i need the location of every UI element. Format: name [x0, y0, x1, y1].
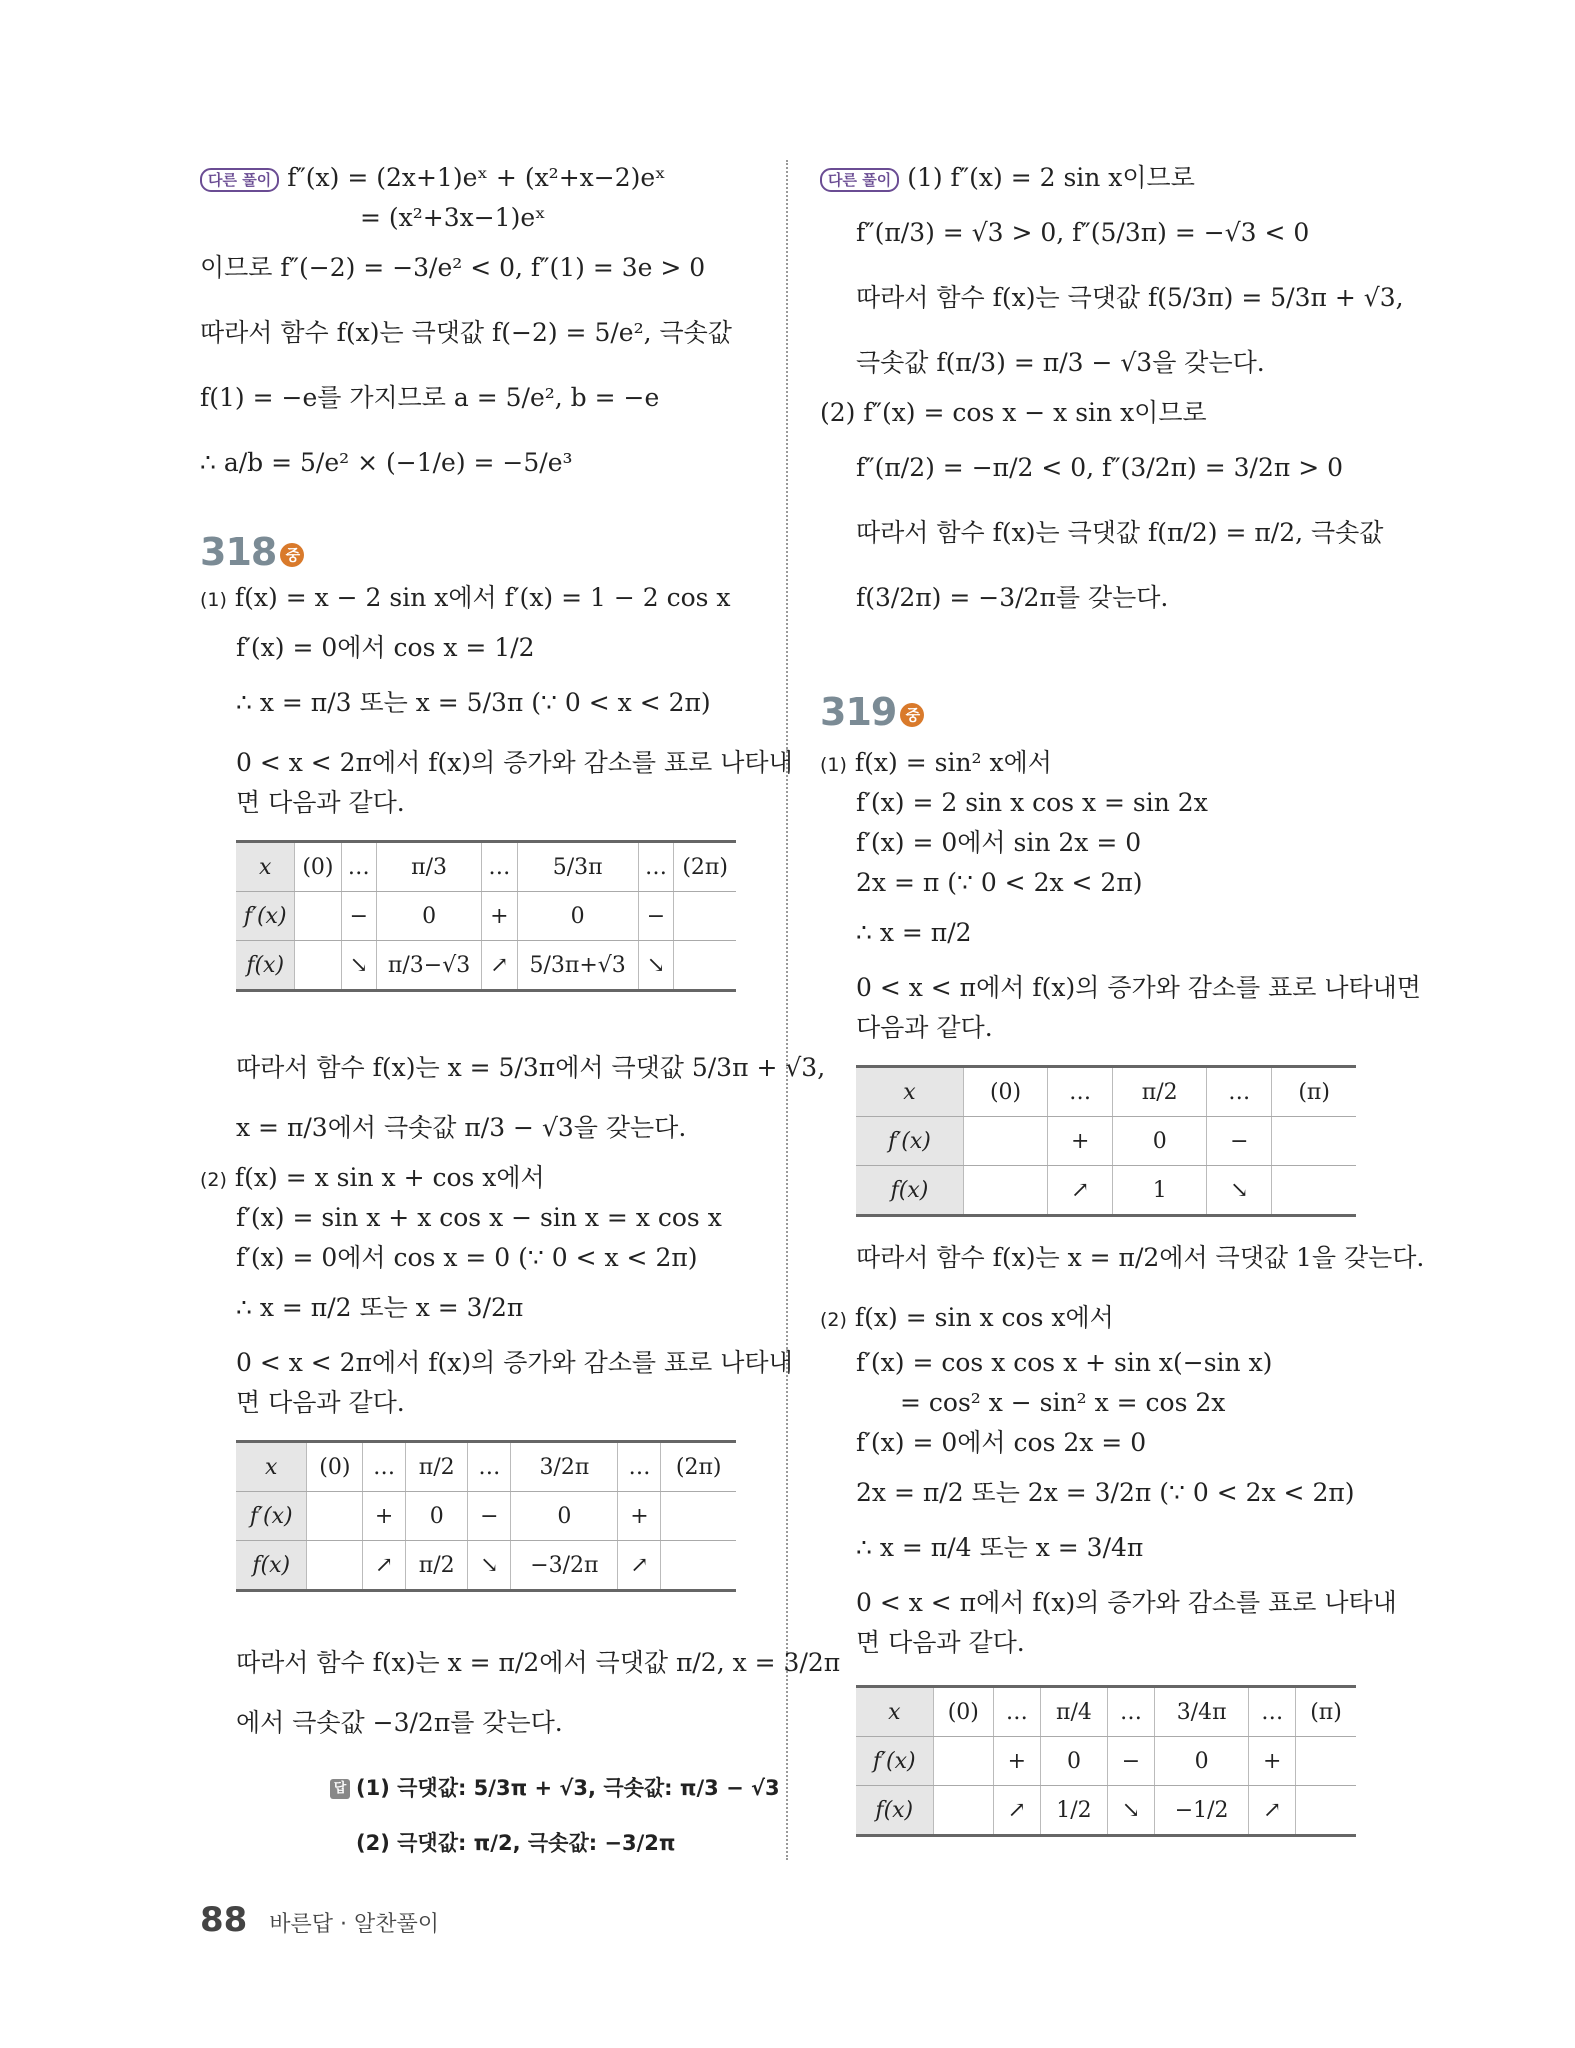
page-footer: [200, 1900, 439, 1940]
part-line: ∴ x = π/2 또는 x = 3/2π: [236, 1293, 524, 1322]
part-line: 면 다음과 같다.: [856, 1628, 1025, 1657]
part-line: 다음과 같다.: [856, 1013, 993, 1042]
part-line: 0 < x < 2π에서 f(x)의 증가와 감소를 표로 나타내: [236, 748, 793, 777]
alt-solution-line: f(1) = −e를 가지므로 a = 5/e², b = −e: [200, 383, 660, 412]
variation-table: x (0) … π/2 … 3/2π … (2π) f′(x) + 0 − 0 + f(x) ↗ π/2 ↘ −3/2π ↗: [236, 1440, 736, 1592]
part-line: f′(x) = 2 sin x cos x = sin 2x: [856, 788, 1208, 817]
alt-solution-line: ∴ a/b = 5/e² × (−1/e) = −5/e³: [200, 448, 573, 477]
alt-solution-line: f″(π/2) = −π/2 < 0, f″(3/2π) = 3/2π > 0: [856, 453, 1344, 482]
part-line: f′(x) = 0에서 cos x = 0 (∵ 0 < x < 2π): [236, 1243, 698, 1272]
conclusion-line: 따라서 함수 f(x)는 x = π/2에서 극댓값 π/2, x = 3/2π: [236, 1648, 841, 1677]
alt-solution-line-1: 다른 풀이 f″(x) = (2x+1)eˣ + (x²+x−2)eˣ: [200, 160, 666, 196]
conclusion-line: x = π/3에서 극솟값 π/3 − √3을 갖는다.: [236, 1113, 687, 1142]
part-line: f′(x) = 0에서 sin 2x = 0: [856, 828, 1142, 857]
book-label: 바른답 · 알찬풀이: [269, 1912, 440, 1937]
conclusion-line: 따라서 함수 f(x)는 x = 5/3π에서 극댓값 5/3π + √3,: [236, 1053, 826, 1082]
variation-table: x (0) … π/4 … 3/4π … (π) f′(x) + 0 − 0 + f(x) ↗ 1/2 ↘ −1/2 ↗: [856, 1685, 1356, 1837]
difficulty-badge: 중: [900, 703, 924, 727]
difficulty-badge: 중: [280, 543, 304, 567]
part-line: (1) f(x) = sin² x에서: [820, 748, 1052, 777]
part-line: f′(x) = 0에서 cos x = 1/2: [236, 633, 535, 662]
part-line: 0 < x < π에서 f(x)의 증가와 감소를 표로 나타내면: [856, 973, 1421, 1002]
variation-table: x (0) … π/3 … 5/3π … (2π) f′(x) − 0 + 0 − f(x) ↘ π/3−√3 ↗ 5/3π+√3 ↘: [236, 840, 736, 992]
part-line: (2) f(x) = sin x cos x에서: [820, 1303, 1114, 1332]
problem-number-318: 318 중: [200, 530, 304, 574]
part-line: 면 다음과 같다.: [236, 788, 405, 817]
alt-solution-line: (2) f″(x) = cos x − x sin x이므로: [820, 398, 1207, 427]
column-divider: [786, 160, 788, 1860]
alt-solution-line: = (x²+3x−1)eˣ: [360, 203, 546, 232]
alt-solution-badge: 다른 풀이: [820, 168, 899, 192]
part-line: f′(x) = cos x cos x + sin x(−sin x): [856, 1348, 1273, 1377]
alt-solution-line: 따라서 함수 f(x)는 극댓값 f(−2) = 5/e², 극솟값: [200, 318, 732, 347]
part-line: (1) f(x) = x − 2 sin x에서 f′(x) = 1 − 2 cos x: [200, 583, 731, 612]
part-line: f′(x) = 0에서 cos 2x = 0: [856, 1428, 1147, 1457]
variation-table: x (0) … π/2 … (π) f′(x) + 0 − f(x) ↗ 1 ↘: [856, 1065, 1356, 1217]
answer-line: 답 (1) 극댓값: 5/3π + √3, 극솟값: π/3 − √3: [330, 1770, 780, 1806]
problem-number-319: 319 중: [820, 690, 924, 734]
page-number: 88: [200, 1900, 248, 1940]
alt-solution-line: f″(π/3) = √3 > 0, f″(5/3π) = −√3 < 0: [856, 218, 1310, 247]
part-line: 2x = π/2 또는 2x = 3/2π (∵ 0 < 2x < 2π): [856, 1478, 1355, 1507]
answer-line: (2) 극댓값: π/2, 극솟값: −3/2π: [356, 1831, 676, 1855]
alt-solution-line: 이므로 f″(−2) = −3/e² < 0, f″(1) = 3e > 0: [200, 253, 706, 282]
part-line: ∴ x = π/2: [856, 918, 972, 947]
part-line: f′(x) = sin x + x cos x − sin x = x cos x: [236, 1203, 722, 1232]
part-line: 0 < x < π에서 f(x)의 증가와 감소를 표로 나타내: [856, 1588, 1397, 1617]
part-line: 2x = π (∵ 0 < 2x < 2π): [856, 868, 1143, 897]
alt-solution-line: 따라서 함수 f(x)는 극댓값 f(5/3π) = 5/3π + √3,: [856, 283, 1404, 312]
part-line: (2) f(x) = x sin x + cos x에서: [200, 1163, 545, 1192]
alt-solution-line: 극솟값 f(π/3) = π/3 − √3을 갖는다.: [856, 348, 1265, 377]
alt-solution-line: f(3/2π) = −3/2π를 갖는다.: [856, 583, 1169, 612]
answer-icon: 답: [330, 1779, 350, 1799]
part-line: = cos² x − sin² x = cos 2x: [900, 1388, 1226, 1417]
conclusion-line: 에서 극솟값 −3/2π를 갖는다.: [236, 1708, 563, 1737]
conclusion-line: 따라서 함수 f(x)는 x = π/2에서 극댓값 1을 갖는다.: [856, 1243, 1425, 1272]
part-line: 면 다음과 같다.: [236, 1388, 405, 1417]
alt-solution-badge: 다른 풀이: [200, 168, 279, 192]
part-line: ∴ x = π/4 또는 x = 3/4π: [856, 1533, 1144, 1562]
alt-solution-line: 따라서 함수 f(x)는 극댓값 f(π/2) = π/2, 극솟값: [856, 518, 1384, 547]
alt-solution-line-1: 다른 풀이 (1) f″(x) = 2 sin x이므로: [820, 160, 1195, 196]
part-line: 0 < x < 2π에서 f(x)의 증가와 감소를 표로 나타내: [236, 1348, 793, 1377]
part-line: ∴ x = π/3 또는 x = 5/3π (∵ 0 < x < 2π): [236, 688, 711, 717]
